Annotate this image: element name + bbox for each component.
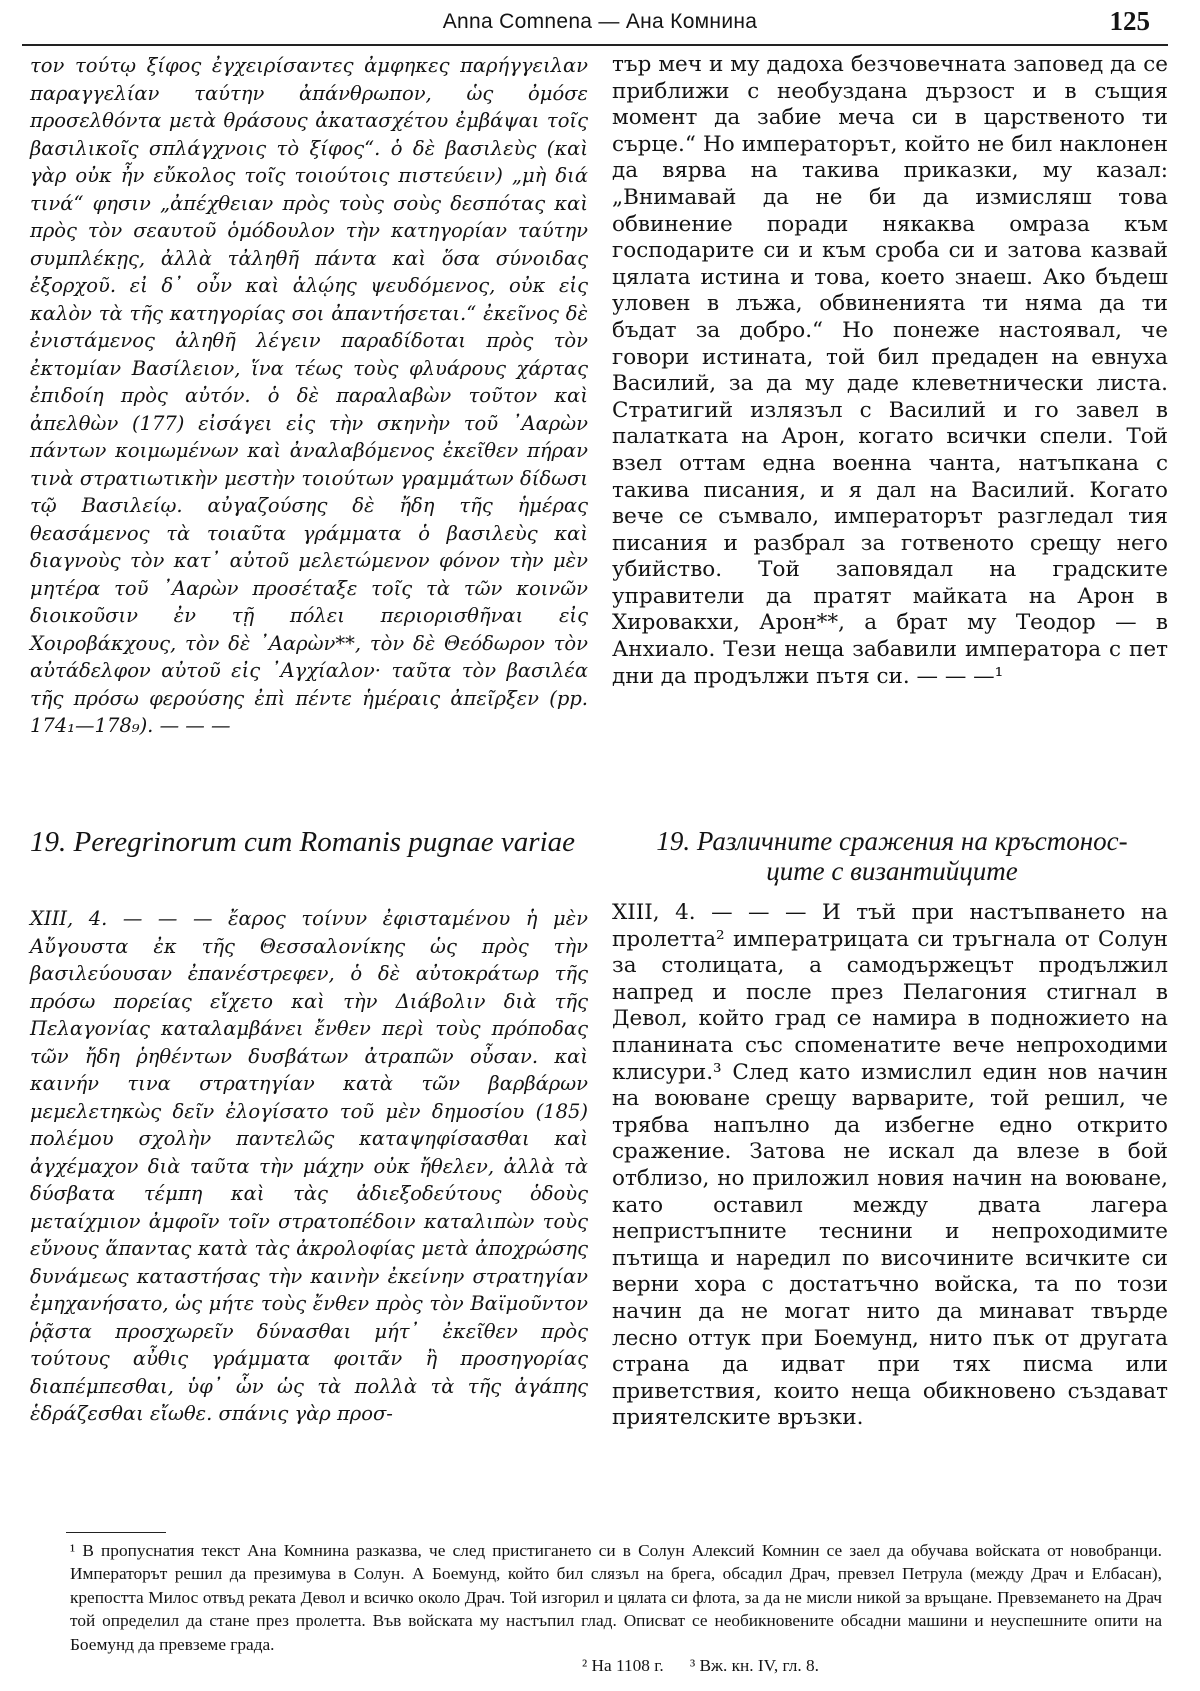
bulgarian-column-section19: [612, 900, 1168, 1432]
page-number: 125: [1109, 6, 1150, 36]
footnote-rule: [66, 1532, 166, 1533]
footnote-3: ³ Вж. кн. IV, гл. 8.: [690, 1656, 819, 1675]
running-head: [30, 4, 1170, 44]
section-heading-bulgarian: [612, 826, 1172, 886]
bulgarian-text-section19: XIII, 4. — — — И тъй при настъпването на пролетта² императрицата си тръгнала от Солун за столицата, а самодържецът продължил напред и после през Пелагония стигнал в Девол, който град се намира в подножието на планината със споменатите вече непроходими клисури.³ След като измислил един нов начин на воюване срещу варварите, той решил, че трябва напълно да избегне едно открито сражение. Затова не искал да влезе в бой отблизо, но приложил новия начин на воюване, като оставил между двата лагера непристъпните теснини и непроходимите пътища и наредил по височините всичките си верни хора с достатъчно войска, та по този начин да не могат нито да минават твърде лесно оттук при Боемунд, нито пък от другата страна да идват при тях писма или приветствия, които неща обикновено създават приятелските връзки.: [612, 900, 1168, 1431]
bulgarian-column-top: [612, 52, 1168, 690]
running-title: Anna Comnena — Ана Комнина: [442, 10, 758, 33]
footnote-2: ² На 1108 г.: [582, 1656, 664, 1675]
header-rule: [22, 44, 1168, 46]
greek-column-section19: [30, 905, 588, 1428]
footnote-refs: [560, 1656, 1160, 1676]
greek-column-top: [30, 52, 588, 740]
section-heading-latin: 19. Peregrinorum cum Romanis pugnae variae: [30, 826, 576, 858]
section-heading-bulgarian-line1: 19. Различните сражения на кръстонос-: [656, 826, 1128, 856]
bulgarian-text-top: тър меч и му дадоха безчовечната заповед да се приближи с необуздана дързост и в същия момент да забие меча си в царственото ти сърце.“ Но императорът, който не бил наклонен да вярва на такива приказки, му казал: „Внимавай да не би да измисляш това обвинение поради някаква омраза към господарите си и към сроба си и затова казвай цялата истина и това, което знаеш. Ако бъдеш уловен в лъжа, обвиненията ти няма да ти бъдат за добро.“ Но понеже настоявал, че говори истината, той бил предаден на евнуха Василий, за да му даде клеветнически листа. Стратигий излязъл с Василий и го завел в палатката на Арон, когато всички спели. Той взел оттам една военна чанта, натъпкана с такива писания, и я дал на Василий. Когато вече се съмвало, императорът разгледал тия писания и разбрал за готвеното срещу него убийство. Той заповядал на градските управители да пратят майката на Арон в Хировакхи, Арон**, а брат му Теодор — в Анхиало. Тези неща забавили императора с пет дни да продължи пътя си. — — —¹: [612, 52, 1168, 689]
footnote-1-text: ¹ В пропуснатия текст Ана Комнина разказва, че след пристигането си в Солун Алексий Комнин се заел да обучава войската от новобранци. Императорът решил да презимува в Солун. А Боемунд, който бил слязъл на брега, обсадил Драч, превзел Петрула (между Драч и Елбасан), крепостта Милос отвъд реката Девол и всичко около Драч. Той изгорил и цялата си флота, за да не мисли никой за връщане. Превземането на Драч той определил да стане през пролетта. Във войската му настъпил глад. Описват се необикновените обсадни машини и неуспешните опити на Боемунд да превземе града.: [70, 1541, 1162, 1654]
greek-text-top: τον τούτῳ ξίφος ἐγχειρίσαντες ἀμφηκες παρήγγειλαν παραγγελίαν ταύτην ἀπάνθρωπον, ὡς ὀμόσε προσελθόντα μετὰ θράσους ἀκατασχέτου ἐμβάψαι τοῖς βασιλικοῖς σπλάγχνοις τὸ ξίφος“. ὁ δὲ βασιλεὺς (καὶ γὰρ οὐκ ἦν εὔκολος τοῖς τοιούτοις πιστεύειν) „μὴ διά τινά“ φησιν „ἀπέχθειαν πρὸς τοὺς σοὺς δεσπότας καὶ πρὸς τὸν σεαυτοῦ ὁμόδουλον τὴν κατηγορίαν ταύτην συμπλέκῃς, ἀλλὰ τἀληθῆ πάντα καὶ ὅσα σύνοιδας ἐξορχοῦ. εἰ δ᾽ οὖν καὶ ἁλῴης ψευδόμενος, οὐκ εἰς καλὸν τὰ τῆς κατηγορίας σοι ἀπαντήσεται.“ ἐκεῖνος δὲ ἐνιστάμενος ἀληθῆ λέγειν παραδίδοται πρὸς τὸν ἐκτομίαν Βασίλειον, ἵνα τέως τοὺς φλυάρους χάρτας ἐπιδοίη πρὸς αὐτόν. ὁ δὲ παραλαβὼν τοῦτον καὶ ἀπελθὼν (177) εἰσάγει εἰς τὴν σκηνὴν τοῦ ᾽Ααρὼν πάντων κοιμωμένων καὶ ἀναλαβόμενος ἐκεῖθεν πήραν τινὰ στρατιωτικὴν μεστὴν τοιούτων γραμμάτων δίδωσι τῷ Βασιλείῳ. αὐγαζούσης δὲ ἤδη τῆς ἡμέρας θεασάμενος τὰ τοιαῦτα γράμματα ὁ βασιλεὺς καὶ διαγνοὺς τὸν κατ᾽ αὐτοῦ μελετώμενον φόνον τὴν μὲν μητέρα τοῦ ᾽Ααρὼν προσέταξε τοῖς τὰ τῶν κοινῶν διοικοῦσιν ἐν τῇ πόλει περιορισθῆναι εἰς Χοιροβάκχους, τὸν δὲ ᾽Ααρὼν**, τὸν δὲ Θεόδωρον τὸν αὐτάδελφον αὐτοῦ εἰς ᾽Αγχίαλον· ταῦτα τὸν βασιλέα τῆς πρόσω φερούσης ἐπὶ πέντε ἡμέραις ἀπεῖρξεν (pp. 174₁—178₉). — — —: [30, 54, 588, 737]
section-heading-bulgarian-line2: ците с византийците: [766, 856, 1018, 886]
greek-text-section19: XIII, 4. — — — ἔαρος τοίνυν ἐφισταμένου ἡ μὲν Αὔγουστα ἐκ τῆς Θεσσαλονίκης ὡς πρὸς τὴν βασιλεύουσαν ἐπανέστρεφεν, ὁ δὲ αὐτοκράτωρ τῆς πρόσω πορείας εἴχετο καὶ τὴν Διάβολιν διὰ τῆς Πελαγονίας καταλαμβάνει ἔνθεν περὶ τοὺς πρόποδας τῶν ἤδη ῥηθέντων δυσβάτων ἀτραπῶν οὖσαν. καὶ καινήν τινα στρατηγίαν κατὰ τῶν βαρβάρων μεμελετηκὼς δεῖν ἐλογίσατο τοῦ μὲν δημοσίου (185) πολέμου σχολὴν παντελῶς καταψηφίσασθαι καὶ ἀγχέμαχον διὰ ταῦτα τὴν μάχην οὐκ ἤθελεν, ἀλλὰ τὰ δύσβατα τέμπη καὶ τὰς ἀδιεξοδεύτους ὁδοὺς μεταίχμιον ἀμφοῖν τοῖν στρατοπέδοιν καταλιπὼν τοὺς εὔνους ἅπαντας κατὰ τὰς ἀκρολοφίας μετὰ ἀποχρώσης δυνάμεως καταστήσας τὴν καινὴν ἐκείνην στρατηγίαν ἐμηχανήσατο, ὡς μήτε τοὺς ἔνθεν πρὸς τὸν Βαϊμοῦντον ῥᾷστα προσχωρεῖν δύνασθαι μήτ᾽ ἐκεῖθεν πρὸς τούτους αὖθις γράμματα φοιτᾶν ἢ προσηγορίας διαπέμπεσθαι, ὑφ᾽ ὧν ὡς τὰ πολλὰ τὰ τῆς ἀγάπης ἑδράζεσθαι εἴωθε. σπάνις γὰρ προσ-: [30, 907, 588, 1425]
footnote-1: [34, 1539, 1162, 1656]
